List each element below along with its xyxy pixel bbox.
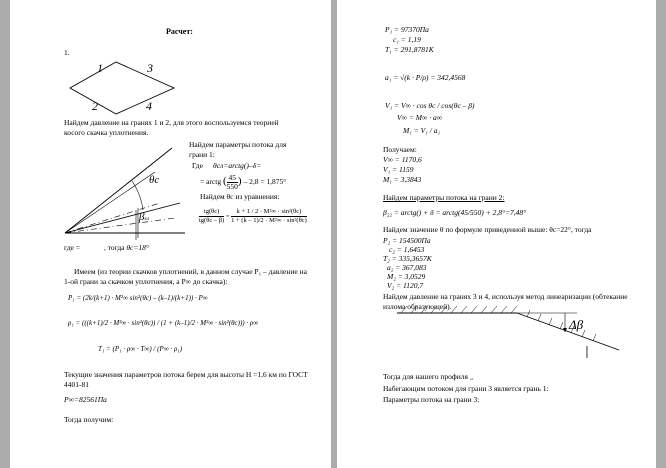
incoming-flow-text: Набегающим потоком для грани 3 является грань 1: [383,384,549,393]
equation-p1: P₁ = (2k/(k+1) · M²∞ sin²(θc) – (k–1)/(k+1)) · P∞ [68,294,208,302]
result-label: Тогда получим: [64,415,114,424]
face2-heading: Найдем параметры потока на грани 2: [383,193,505,202]
v1-equation: V₁ = V∞ · cos θc / cos(θc – β) [385,101,475,110]
got-label: Получаем: [383,145,417,154]
where-label: Где [192,161,203,170]
intro-line-2: косого скачка уплотнения. [64,128,149,137]
rhombus-label-1: 1 [97,61,103,75]
wedge-beta-label: βкл [139,211,150,223]
profile-text: Тогда для нашего профиля ₂₂ [383,372,474,381]
theta-calculation: = arctg ( $\frac{45}{550}$ ) – 2,8 = 1,875° [200,172,287,191]
intro-line-1: Найдем давление на гранях 1 и 2, для этого воспользуемся теорией [64,118,279,127]
document-page-1 [10,0,331,468]
theta-definition: θсл=arctg()–δ= [213,161,262,170]
calc-title: Расчет: [166,27,193,36]
face2-theta: Найдем значение θ по формуле приведенной выше: θc=22°, тогда [383,225,592,234]
document-page-2 [337,0,656,468]
faces34-line-1: Найдем давление на гранях 3 и 4, используя метод линеаризации (обтекание [383,292,628,301]
c2-value: c₂ = 1,6453 [389,245,425,254]
t2-value: T₂ = 335,3657К [383,254,432,263]
vinf-value: V∞ = 1170,6 [383,155,422,164]
m2-value: M₂ = 3,0529 [387,272,426,281]
p2-value: P₂ = 154500Па [383,236,431,245]
face2-beta: β₂₂ = arctg() + δ = arctg(45/550) + 2,8°=7,48° [383,208,527,217]
m1-value: M₁ = 3,3843 [383,175,422,184]
m1-equation: M₁ = V₁ / a₁ [403,126,441,135]
rhombus-label-2: 2 [92,99,98,113]
a2-value: a₂ = 367,083 [387,263,427,272]
delta-beta-label: Δβ [569,317,584,332]
flow-params-line-1: Найдем параметры потока для [189,140,287,149]
a1-equation: a₁ = √(k · P/ρ) = 342,4568 [385,73,466,82]
equation-t1: T₁ = (P₁ · ρ∞ · T∞) / (P∞ · ρ₁) [98,345,183,353]
find-theta-c: Найдем θc из уравнения: [200,192,280,201]
current-values-line-2: 4401-81 [64,380,89,389]
t1-value: T₁ = 291,8781К [385,45,434,54]
item-number: 1. [64,48,70,57]
v2-value: V₂ = 1120,7 [387,281,424,290]
where-equals-line: где = , тогда θc=18° [64,243,149,252]
shock-equation: $\frac{tg(\theta c)}{tg(\theta c - \beta)}$ = $\frac{\text{k + 1 / 2 · M²∞ · sin²(θc)}}{\text{1 + (k – 1)/2 · M²∞ · sin²(θc)}}$ [199,208,307,225]
rhombus-label-4: 4 [146,99,152,113]
equation-rho1: ρ₁ = (((k+1)/2 · M²∞ · sin²(θc)) / (1 + (k–1)/2 · M²∞ · sin²(θc))) · ρ∞ [68,319,259,327]
wedge-theta-label: θc [149,174,160,186]
wedge-shock-diagram [10,0,331,468]
current-values-line-1: Текущие значения параметров потока берем для высоты H =1,6 км по ГОСТ [64,370,308,379]
v1-value: V₁ = 1159 [383,165,414,174]
p-infinity-value: P∞=82561Па [64,395,107,404]
p1-value: P₁ = 97370Па [385,25,429,34]
face3-params-text: Параметры потока на грани 3: [383,395,480,404]
theory-line-2: 1-ой грани за скачком уплотнения, а P∞ до скачка): [64,277,228,286]
faces34-line-2: излома образующей). [383,302,452,311]
flow-params-line-2: грани 1: [189,150,215,159]
vinf-equation: V∞ = M∞ · a∞ [397,113,443,122]
rhombus-label-3: 3 [147,61,153,75]
c1-value: c₁ = 1,19 [393,35,421,44]
theory-line-1: Имеем (из теории скачков уплотнений, в данном случае P₁ – давление на [74,267,307,276]
